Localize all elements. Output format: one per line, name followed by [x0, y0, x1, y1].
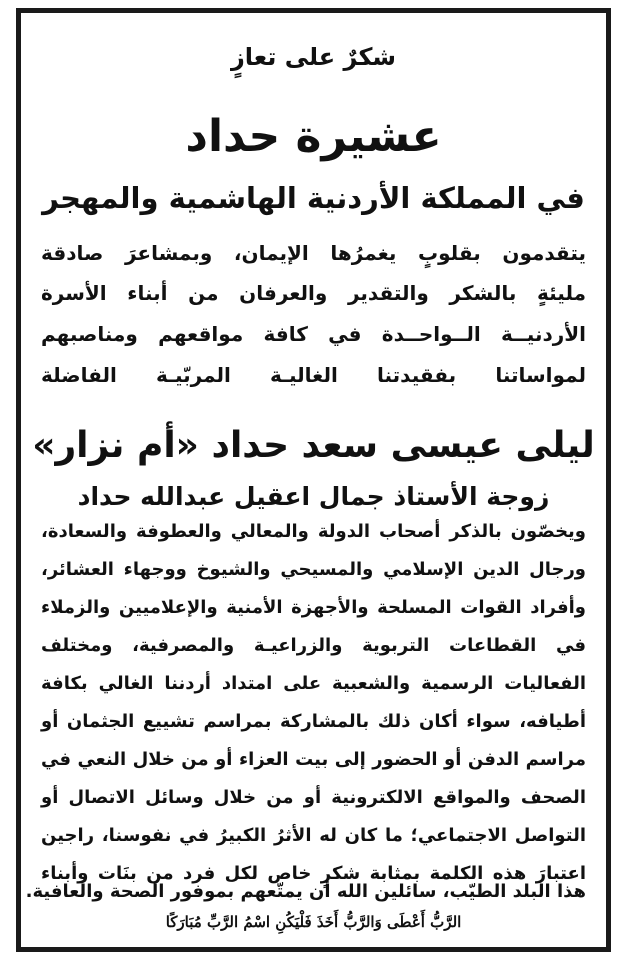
location-line: في المملكة الأردنية الهاشمية والمهجر: [42, 181, 585, 215]
husband-line: زوجة الأستاذ جمال اعقيل عبدالله حداد: [77, 482, 550, 511]
body-line: أطيافه، سواء أكان ذلك بالمشاركة بمراسم تشييع الجثمان أو: [41, 711, 586, 732]
body-line: التواصل الاجتماعي؛ ما كان له الأثرُ الكبيرُ في نفوسنا، راجين: [41, 825, 586, 846]
body-line: اعتبارَ هذه الكلمة بمثابة شكرٍ خاص لكل فرد من بنَات وأبناء: [41, 863, 586, 884]
notice-heading: شكرٌ على تعازٍ: [230, 43, 397, 71]
obituary-thanks-notice: [16, 8, 611, 952]
family-name: عشيرة حداد: [185, 111, 442, 162]
intro-line: لمواساتنا بفقيدتنا الغاليـة المربّيـة الفاضلة: [41, 363, 586, 387]
intro-line: يتقدمون بقلوبٍ يغمرُها الإيمان، وبمشاعرَ صادقة: [41, 241, 586, 265]
deceased-name: ليلى عيسى سعد حداد «أم نزار»: [32, 425, 595, 466]
body-line: وأفراد القوات المسلحة والأجهزة الأمنية والإعلاميين والزملاء: [41, 597, 586, 618]
body-line: مراسم الدفن أو الحضور إلى بيت العزاء أو من خلال النعي في: [41, 749, 586, 770]
body-line: الفعاليات الرسمية والشعبية على امتداد أردننا الغالي بكافة: [41, 673, 586, 694]
closing-verse: الرَّبُّ أَعْطَى وَالرَّبُّ أَخَذَ فَلْيَكُنِ اسْمُ الرَّبِّ مُبَارَكًا: [165, 913, 462, 931]
intro-line: الأردنيــة الــواحــدة في كافة مواقعهم ومناصبهم: [41, 322, 586, 346]
body-line: في القطاعات التربوية والزراعيـة والمصرفية، ومختلف: [41, 635, 586, 656]
body-line: ويخصّون بالذكر أصحاب الدولة والمعالي والعطوفة والسعادة،: [41, 521, 586, 542]
body-line: هذا البلد الطيّب، سائلين الله أن يمتّعهم بموفور الصحة والعافية.: [25, 881, 586, 902]
intro-line: مليئةٍ بالشكر والتقدير والعرفان من أبناء الأسرة: [41, 281, 586, 305]
body-line: ورجال الدين الإسلامي والمسيحي والشيوخ ووجهاء العشائر،: [41, 559, 586, 580]
body-line: الصحف والمواقع الالكترونية أو من خلال وسائل الاتصال أو: [41, 787, 586, 808]
